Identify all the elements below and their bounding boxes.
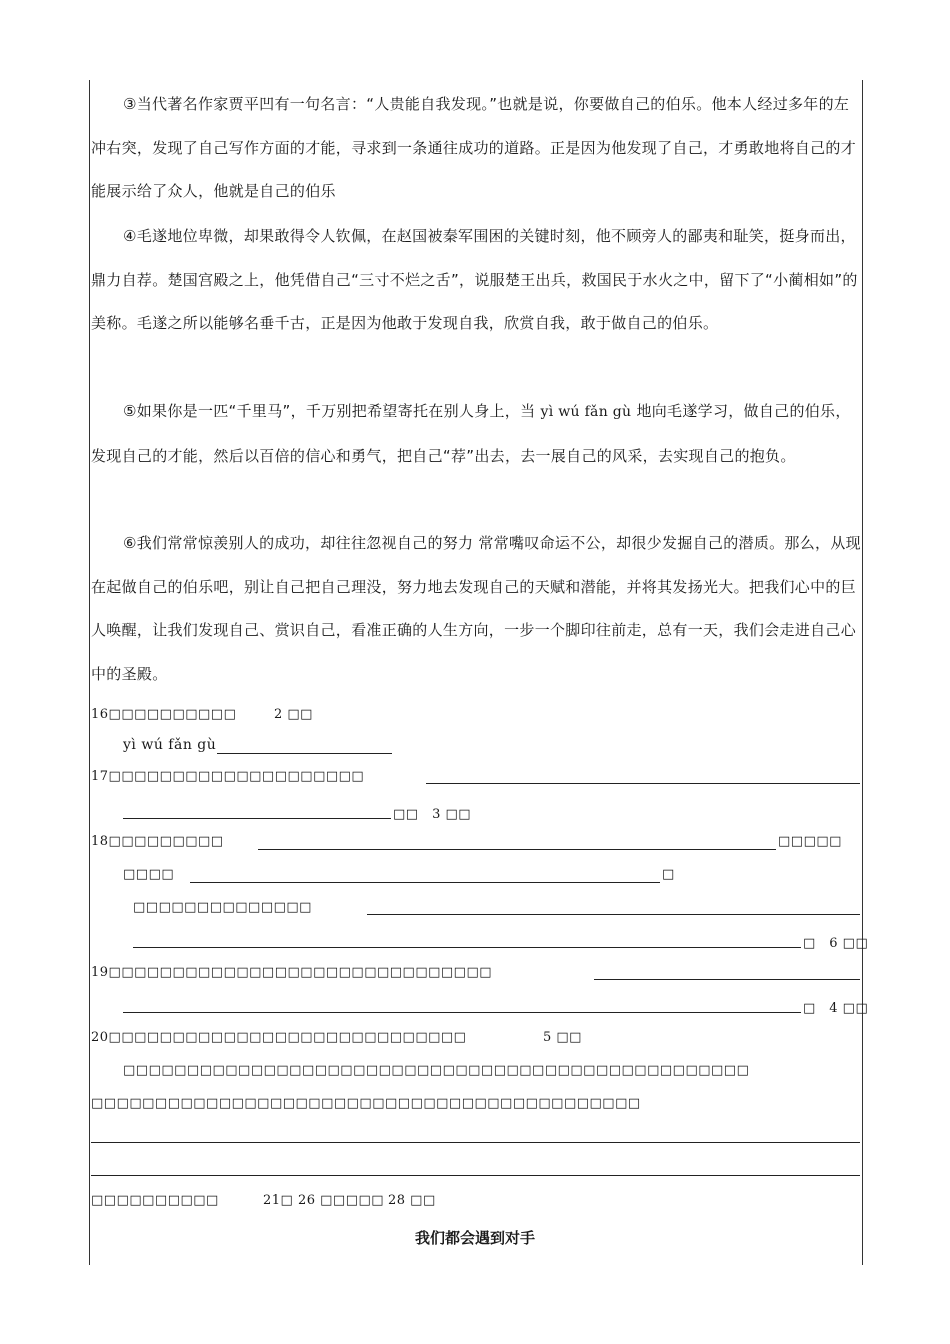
- q19-answer-line-2[interactable]: [123, 1012, 801, 1013]
- frame-right-border: [862, 80, 863, 1265]
- q20-body-line-1: □□□□□□□□□□□□□□□□□□□□□□□□□□□□□□□□□□□□□□□□□□□□□□□□□: [123, 1063, 750, 1078]
- pinyin-blank-text: yì wú fǎn gù: [540, 404, 632, 420]
- q18-answer-line-1[interactable]: [258, 849, 776, 850]
- section-header-prefix: □□□□□□□□□□: [91, 1193, 219, 1208]
- q16-prompt: 16□□□□□□□□□□: [91, 707, 237, 722]
- q18-line2-prompt: □□□□: [123, 867, 175, 882]
- q20-prompt: 20□□□□□□□□□□□□□□□□□□□□□□□□□□□□: [91, 1030, 467, 1045]
- q18-line2-tail: □: [662, 867, 675, 882]
- paragraph-3: ③当代著名作家贾平凹有一句名言：“人贵能自我发现。”也就是说，你要做自己的伯乐。他本人经过多年的左冲右突，发现了自己写作方面的才能，寻求到一条通往成功的道路。正是因为他发现了自己，才勇敢地将自己的才能展示给了众人，他就是自己的伯乐: [91, 95, 857, 201]
- q17-answer-line-2[interactable]: [123, 818, 391, 819]
- q17-score: □□ 3 □□: [393, 807, 472, 822]
- q18-prompt: 18□□□□□□□□□: [91, 834, 224, 849]
- q18-prompt-tail: □□□□□: [778, 834, 842, 849]
- paragraph-4: ④毛遂地位卑微，却果敢得令人钦佩，在赵国被秦军围困的关键时刻，他不顾旁人的鄙夷和耻笑，挺身而出，鼎力自荐。楚国宫殿之上，他凭借自己“三寸不烂之舌”，说服楚王出兵，救国民于水火之中，留下了“小蔺相如”的美称。毛遂之所以能够名垂千古，正是因为他敢于发现自我，欣赏自我，敢于做自己的伯乐。: [91, 227, 858, 333]
- q19-prompt: 19□□□□□□□□□□□□□□□□□□□□□□□□□□□□□□: [91, 965, 493, 980]
- q16-answer-line[interactable]: [217, 753, 392, 754]
- frame-left-border: [89, 80, 90, 1265]
- q17-answer-line-1[interactable]: [426, 783, 860, 784]
- q16-score: 2 □□: [274, 707, 313, 722]
- q20-answer-line-2[interactable]: [91, 1175, 860, 1176]
- paragraph-5: ⑤如果你是一匹“千里马”，千万别把希望寄托在别人身上，当 yì wú fǎn gù 地向毛遂学习，做自己的伯乐，发现自己的才能，然后以百倍的信心和勇气，把自己“荐”出去，去一展自己的风采，去实现自己的抱负。: [91, 402, 851, 465]
- paragraph-6: ⑥我们常常惊羡别人的成功，却往往忽视自己的努力 常常嘴叹命运不公，却很少发掘自己的潜质。那么，从现在起做自己的伯乐吧，别让自己把自己理没，努力地去发现自己的天赋和潜能，并将其发扬光大。把我们心中的巨人唤醒，让我们发现自己、赏识自己，看准正确的人生方向，一步一个脚印往前走，总有一天，我们会走进自己心中的圣殿。: [91, 534, 861, 683]
- q20-score: 5 □□: [543, 1030, 582, 1045]
- q19-answer-line-1[interactable]: [594, 979, 860, 980]
- section-header-range: 21□ 26 □□□□□: [263, 1193, 385, 1208]
- q20-body-line-2: □□□□□□□□□□□□□□□□□□□□□□□□□□□□□□□□□□□□□□□□□□□: [91, 1096, 641, 1111]
- q17-prompt: 17□□□□□□□□□□□□□□□□□□□□: [91, 769, 365, 784]
- section-header-score: 28 □□: [388, 1193, 436, 1208]
- section-title: 我们都会遇到对手: [414, 1229, 535, 1247]
- q18-answer-line-2[interactable]: [190, 882, 660, 883]
- q20-answer-line-1[interactable]: [91, 1142, 860, 1143]
- q18-line3-prompt: □□□□□□□□□□□□□□: [133, 900, 312, 915]
- q19-score: □ 4 □□: [803, 1001, 869, 1016]
- q18-answer-line-3[interactable]: [367, 914, 860, 915]
- q18-score: □ 6 □□: [803, 936, 869, 951]
- q18-answer-line-4[interactable]: [133, 947, 801, 948]
- q16-pinyin: yì wú fǎn gù: [123, 737, 217, 753]
